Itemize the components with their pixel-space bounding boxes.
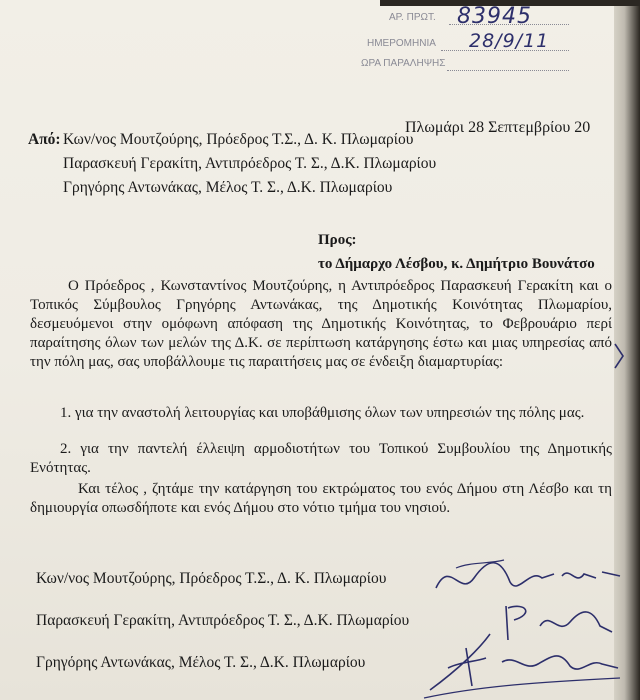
from-label: Από: bbox=[28, 131, 61, 148]
to-recipient: το Δήμαρχο Λέσβου, κ. Δημήτριο Βουνάτσο bbox=[318, 256, 595, 272]
body-item-2: 2. για την παντελή έλλειψη αρμοδιοτήτων του Τοπικού Συμβουλίου της Δημοτικής Ενότητας. bbox=[30, 441, 612, 476]
to-label: Προς: bbox=[318, 232, 357, 248]
protocol-label: ΑΡ. ΠΡΩΤ. bbox=[389, 12, 436, 23]
from-line-2: Παρασκευή Γερακίτη, Αντιπρόεδρος Τ. Σ., Δ.Κ. Πλωμαρίου bbox=[63, 155, 437, 172]
handwritten-signature-3 bbox=[420, 628, 624, 700]
from-line-3: Γρηγόρης Αντωνάκας, Μέλος Τ. Σ., Δ.Κ. Πλωμαρίου bbox=[63, 179, 393, 196]
signature-line-3: Γρηγόρης Αντωνάκας, Μέλος Τ. Σ., Δ.Κ. Πλωμαρίου bbox=[36, 654, 366, 671]
time-dotted-line bbox=[447, 70, 569, 71]
signature-line-2: Παρασκευή Γερακίτη, Αντιπρόεδρος Τ. Σ., Δ.Κ. Πλωμαρίου bbox=[36, 612, 410, 629]
body-closing: Και τέλος , ζητάμε την κατάργηση του εκτρώματος του ενός Δήμου στη Λέσβο και τη δημιουργία οπωσδήποτε και ενός Δήμου στο νότιο τμήμα του νησιού. bbox=[30, 481, 612, 516]
body-intro: Ο Πρόεδρος , Κωνσταντίνος Μουτζούρης, η Αντιπρόεδρος Παρασκευή Γερακίτη και ο Τοπικός Σύμβουλος Γρηγόρης Αντωνάκας, της Δημοτικής Κοινότητας Πλωμαρίου, δεσμευόμενοι στην ομόφωνη απόφαση της Δημοτικής Κοινότητας, το Φεβρουάριο περί παραίτησης όλων των μελών της Δ.Κ. σε περίπτωση κατάργησης έστω και μιας υπηρεσίας από την πόλη μας, σας υποβάλλουμε τις παραιτήσεις μας σε ένδειξη διαμαρτυρίας: bbox=[30, 278, 612, 370]
received-date: 28/9/11 bbox=[469, 30, 550, 52]
protocol-number: 83945 bbox=[457, 4, 532, 29]
from-line-1: Κων/νος Μουτζούρης, Πρόεδρος Τ.Σ., Δ. Κ. Πλωμαρίου bbox=[63, 131, 414, 148]
time-label: ΩΡΑ ΠΑΡΑΛΗΨΗΣ bbox=[361, 58, 446, 69]
date-label: ΗΜΕΡΟΜΗΝΙΑ bbox=[367, 38, 436, 49]
margin-mark bbox=[612, 342, 626, 370]
signature-line-1: Κων/νος Μουτζούρης, Πρόεδρος Τ.Σ., Δ. Κ. Πλωμαρίου bbox=[36, 570, 387, 587]
body-item-1: 1. για την αναστολή λειτουργίας και υποβάθμισης όλων των υπηρεσιών της πόλης μας. bbox=[60, 405, 585, 421]
registration-stamp bbox=[355, 4, 605, 74]
place-date: Πλωμάρι 28 Σεπτεμβρίου 20 bbox=[405, 119, 591, 136]
